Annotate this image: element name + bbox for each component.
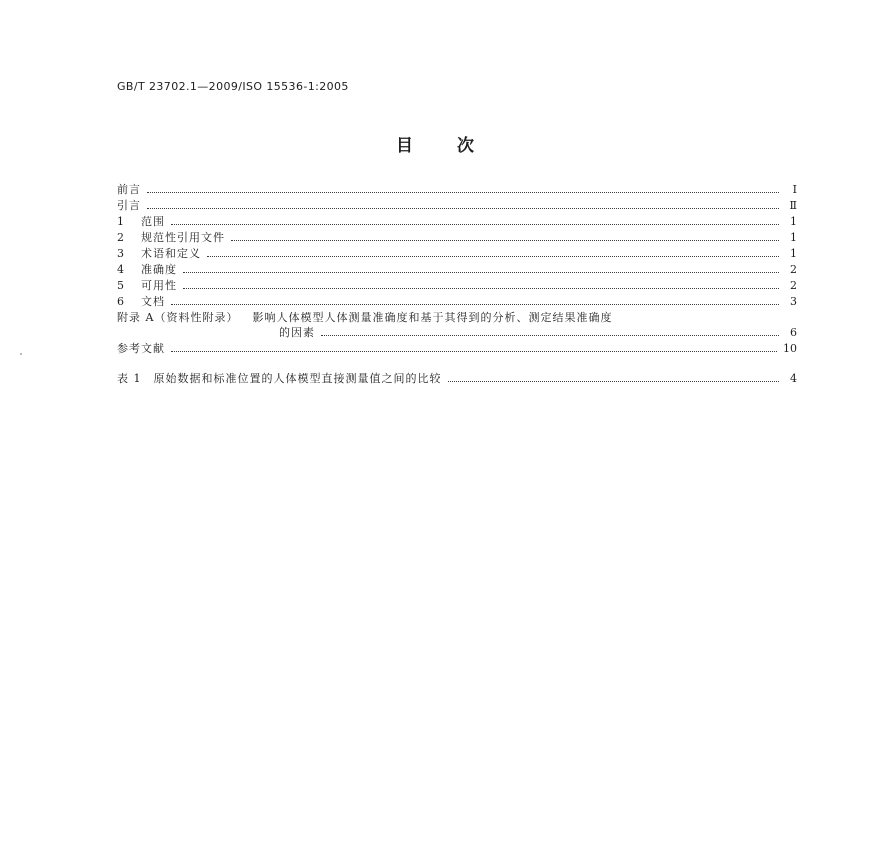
table-of-contents [117, 182, 797, 387]
toc-entry-page: Ⅰ [792, 183, 797, 196]
leader-dots [147, 207, 779, 209]
toc-entry-label: 引言 [117, 199, 141, 212]
toc-entry-accuracy[interactable] [117, 262, 797, 278]
annex-title-line1: 影响人体模型人体测量准确度和基于其得到的分析、测定结果准确度 [252, 311, 613, 324]
toc-entry-bibliography[interactable] [117, 341, 797, 357]
leader-dots [147, 191, 779, 193]
toc-entry-page: 2 [790, 279, 797, 292]
toc-entry-scope[interactable] [117, 214, 797, 230]
annex-title-line2: 的因素 [279, 326, 315, 339]
toc-entry-label: 可用性 [141, 279, 177, 292]
toc-entry-label: 文档 [141, 295, 165, 308]
toc-entry-label: 规范性引用文件 [141, 231, 225, 244]
toc-entry-number: 6 [117, 295, 124, 308]
toc-entry-page: 6 [790, 326, 797, 339]
section-spacer [117, 357, 797, 371]
toc-entry-number: 2 [117, 231, 124, 244]
toc-entry-label: 范围 [141, 215, 165, 228]
toc-entry-table-1[interactable] [117, 371, 797, 387]
leader-dots [183, 271, 779, 273]
title-char-2: 次 [457, 136, 474, 156]
scan-speck [20, 353, 22, 355]
toc-entry-foreword[interactable] [117, 182, 797, 198]
toc-entry-page: 1 [790, 215, 797, 228]
leader-dots [321, 334, 779, 336]
toc-entry-documentation[interactable] [117, 294, 797, 310]
annex-label: 附录 A（资料性附录） [117, 311, 239, 324]
standard-number-header: GB/T 23702.1—2009/ISO 15536-1:2005 [117, 80, 349, 93]
toc-entry-label: 前言 [117, 183, 141, 196]
leader-dots [171, 303, 779, 305]
leader-dots [183, 287, 779, 289]
title-char-1: 目 [396, 136, 413, 156]
leader-dots [171, 350, 777, 352]
toc-entry-annex-a-continued[interactable] [117, 325, 797, 341]
toc-entry-page: 1 [790, 231, 797, 244]
toc-entry-label: 准确度 [141, 263, 177, 276]
leader-dots [231, 239, 779, 241]
toc-entry-page: Ⅱ [789, 199, 797, 212]
toc-entry-usability[interactable] [117, 278, 797, 294]
toc-entry-normative-references[interactable] [117, 230, 797, 246]
toc-entry-number: 3 [117, 247, 124, 260]
toc-entry-introduction[interactable] [117, 198, 797, 214]
toc-entry-page: 2 [790, 263, 797, 276]
page-title [0, 131, 870, 156]
toc-entry-number: 1 [117, 215, 124, 228]
leader-dots [207, 255, 779, 257]
toc-entry-page: 10 [783, 342, 797, 355]
toc-entry-annex-a[interactable] [117, 310, 797, 325]
table-entry-label: 表 1 原始数据和标准位置的人体模型直接测量值之间的比较 [117, 372, 442, 385]
toc-entry-page: 1 [790, 247, 797, 260]
toc-entry-label: 参考文献 [117, 342, 165, 355]
leader-dots [171, 223, 779, 225]
toc-entry-label: 术语和定义 [141, 247, 201, 260]
toc-entry-number: 4 [117, 263, 124, 276]
toc-entry-page: 3 [790, 295, 797, 308]
toc-entry-terms[interactable] [117, 246, 797, 262]
toc-entry-number: 5 [117, 279, 124, 292]
toc-entry-page: 4 [790, 372, 797, 385]
leader-dots [448, 380, 780, 382]
